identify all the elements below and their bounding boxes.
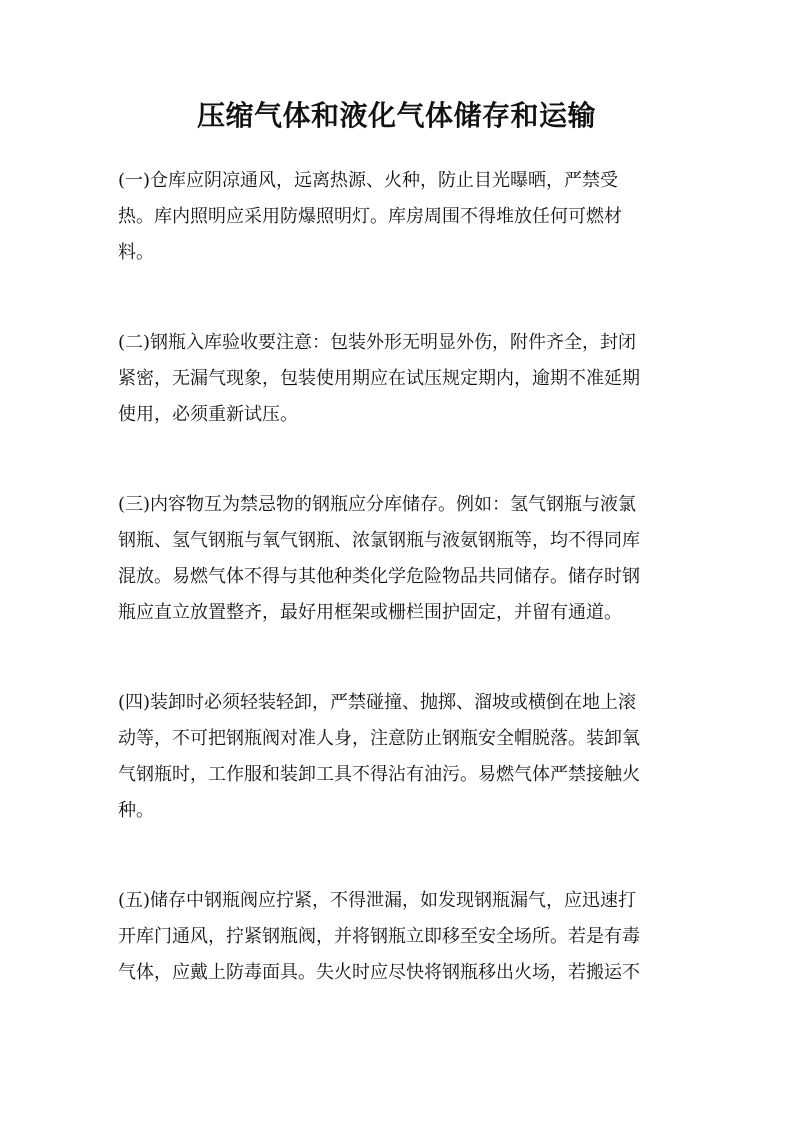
paragraph-5-line-1: (五)储存中钢瓶阀应拧紧，不得泄漏，如发现钢瓶漏气，应迅速打 [118,890,637,911]
paragraph-3-line-3: 混放。易燃气体不得与其他种类化学危险物品共同储存。储存时钢 [118,566,640,587]
paragraph-1-line-3: 料。 [118,242,154,263]
paragraph-2-line-3: 使用，必须重新试压。 [118,404,298,425]
paragraph-5-line-3: 气体，应戴上防毒面具。失火时应尽快将钢瓶移出火场，若搬运不 [118,962,640,983]
paragraph-4-line-1: (四)装卸时必须轻装轻卸，严禁碰撞、抛掷、溜坡或横倒在地上滚 [118,692,637,713]
paragraph-4-line-2: 动等，不可把钢瓶阀对准人身，注意防止钢瓶安全帽脱落。装卸氧 [118,728,640,749]
paragraph-2-line-1: (二)钢瓶入库验收要注意：包装外形无明显外伤，附件齐全，封闭 [118,332,637,353]
paragraph-2-line-2: 紧密，无漏气现象，包装使用期应在试压规定期内，逾期不准延期 [118,368,640,389]
paragraph-3-line-4: 瓶应直立放置整齐，最好用框架或栅栏围护固定，并留有通道。 [118,602,622,623]
paragraph-3-line-2: 钢瓶、氢气钢瓶与氧气钢瓶、浓氯钢瓶与液氨钢瓶等，均不得同库 [118,530,640,551]
paragraph-4-line-4: 种。 [118,800,154,821]
paragraph-3 [118,487,678,631]
paragraph-2 [118,325,678,433]
paragraph-1 [118,163,678,271]
paragraph-1-line-1: (一)仓库应阴凉通风，远离热源、火种，防止目光曝晒，严禁受 [118,170,619,191]
paragraph-5 [118,883,678,991]
paragraph-4 [118,685,678,829]
paragraph-5-line-2: 开库门通风，拧紧钢瓶阀，并将钢瓶立即移至安全场所。若是有毒 [118,926,640,947]
paragraph-4-line-3: 气钢瓶时，工作服和装卸工具不得沾有油污。易燃气体严禁接触火 [118,764,640,785]
document-title: 压缩气体和液化气体储存和运输 [196,99,596,132]
paragraph-1-line-2: 热。库内照明应采用防爆照明灯。库房周围不得堆放任何可燃材 [118,206,622,227]
paragraph-3-line-1: (三)内容物互为禁忌物的钢瓶应分库储存。例如：氢气钢瓶与液氯 [118,494,637,515]
